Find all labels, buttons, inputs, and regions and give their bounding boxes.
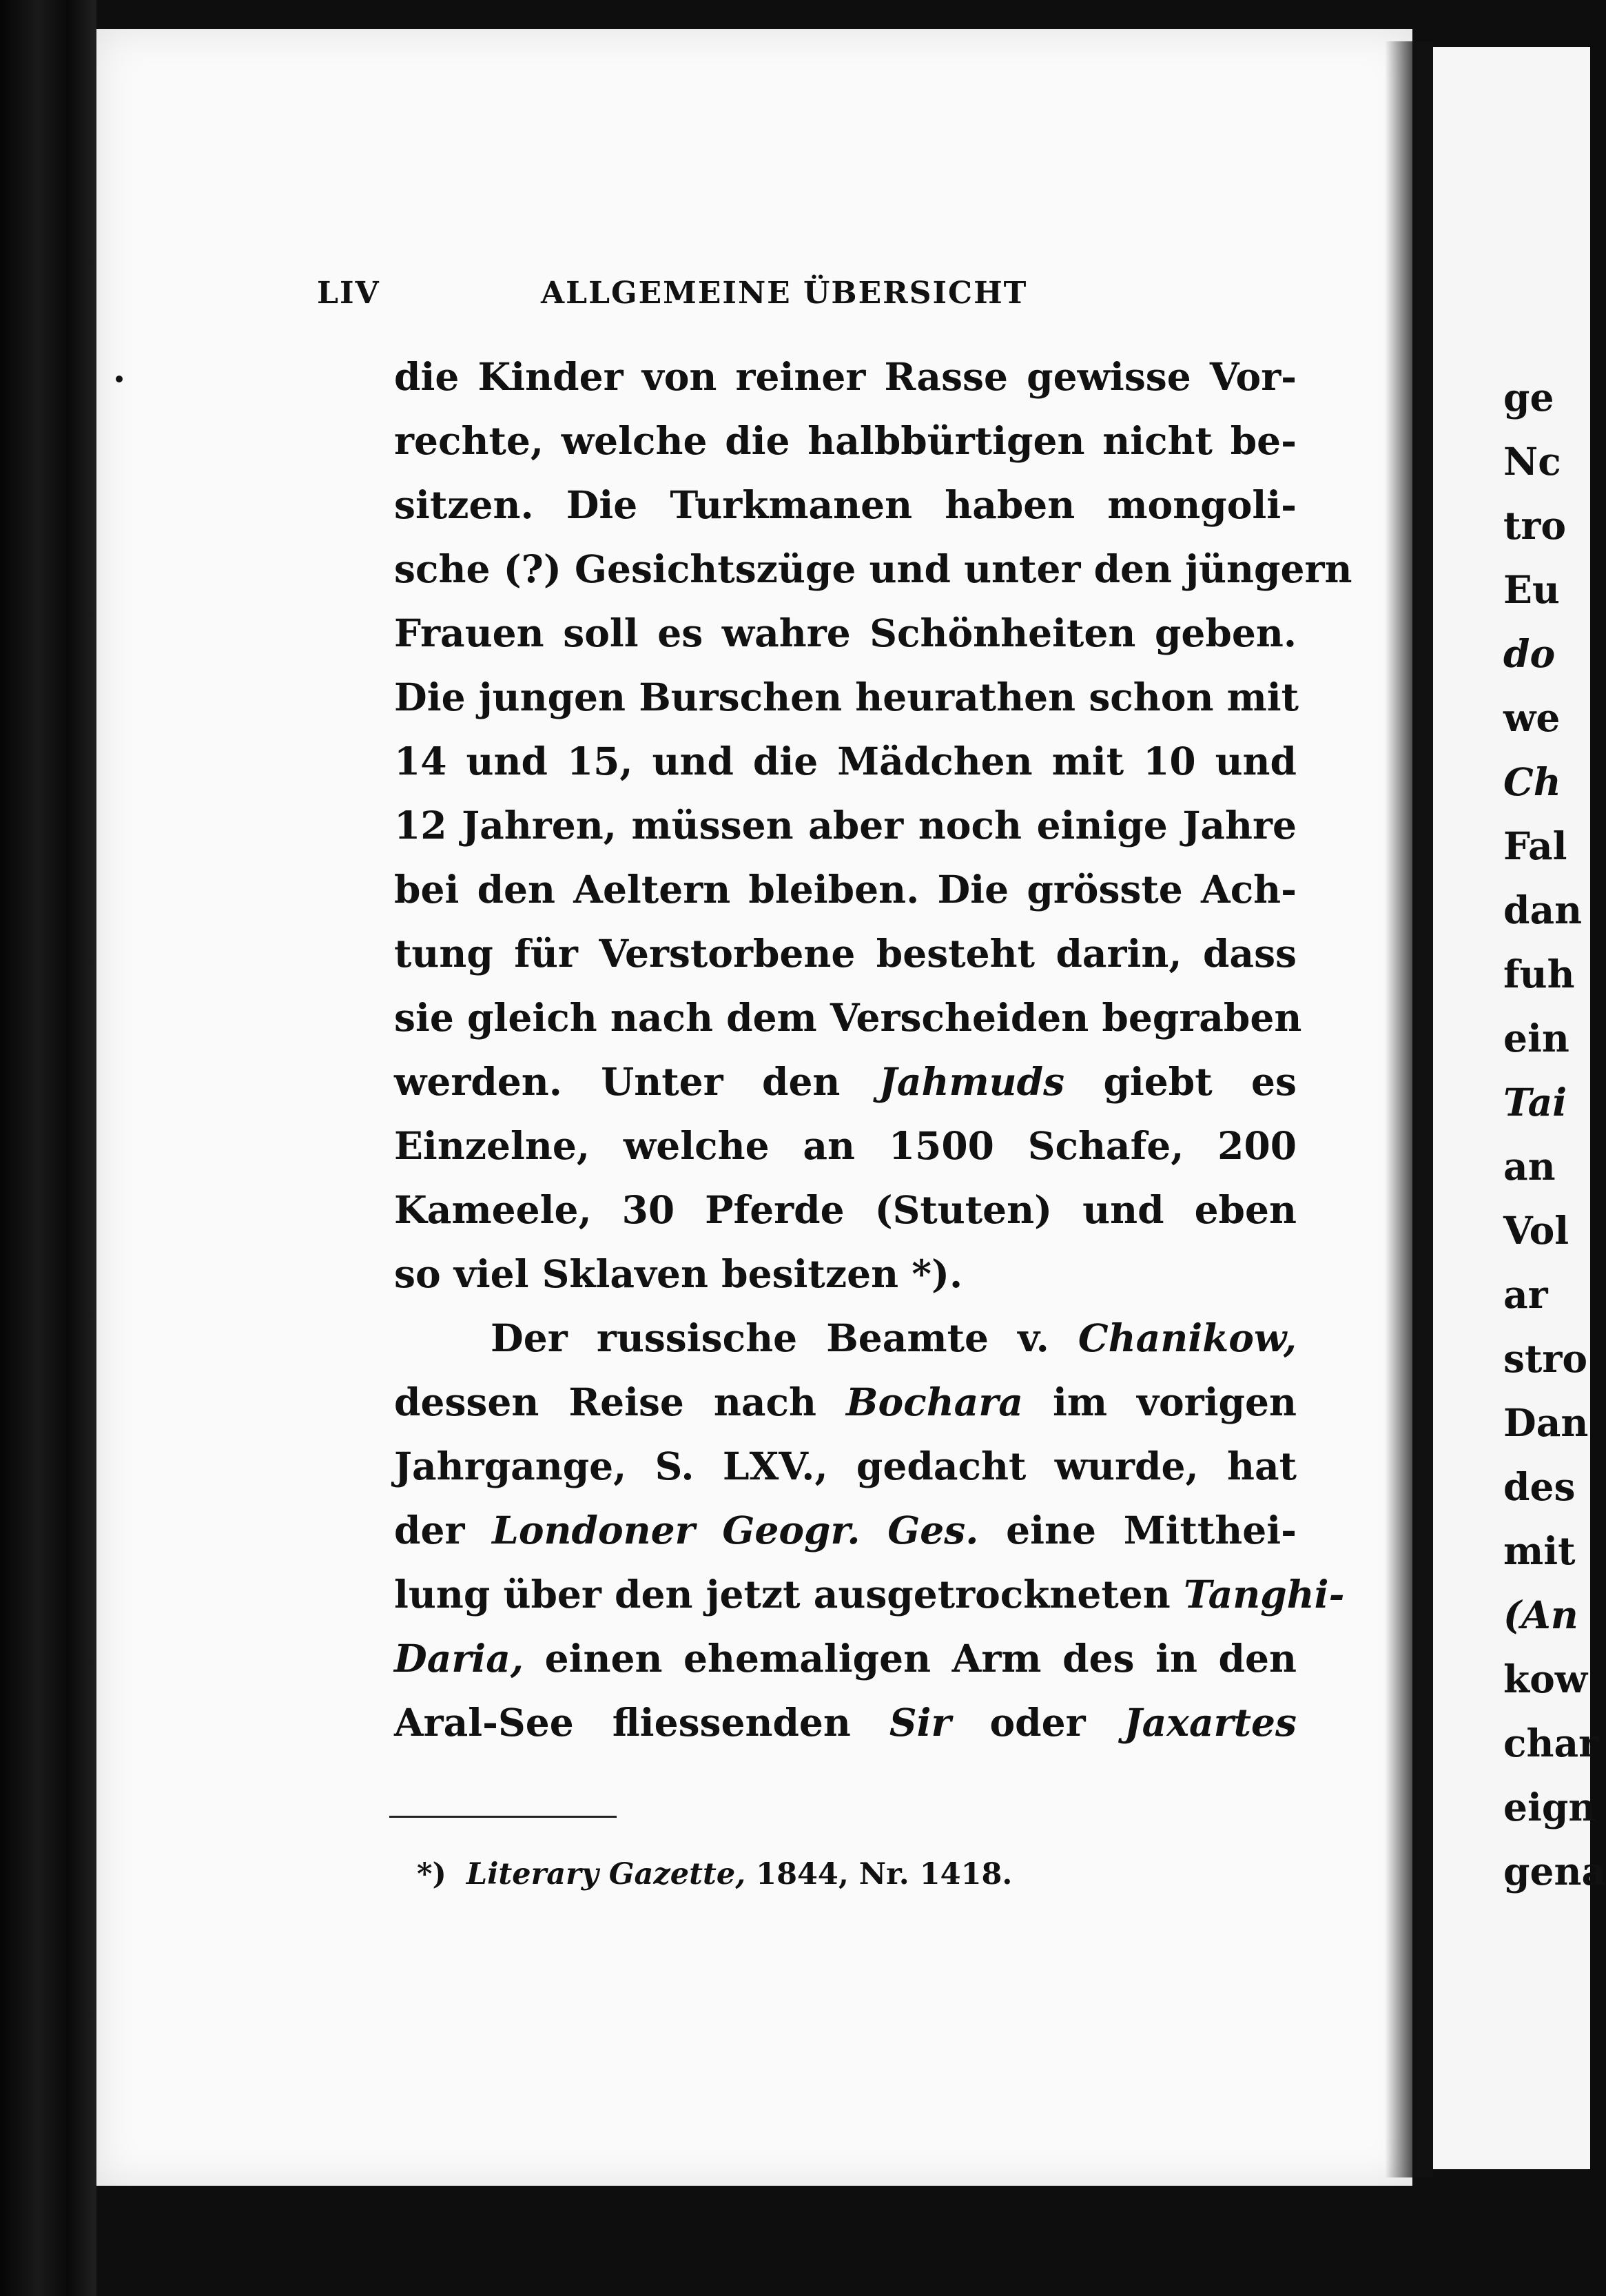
text-line: [394, 1370, 1297, 1434]
body-text: [394, 345, 1352, 1754]
text-segment: Aral-See fliessenden: [394, 1700, 889, 1745]
text-line: [394, 1178, 1297, 1242]
right-page-fragment: Eu: [1503, 567, 1560, 612]
text-segment: Chanikow,: [1078, 1315, 1297, 1360]
footnote-source: Literary Gazette,: [466, 1857, 746, 1892]
right-page-text-fragments: [1503, 365, 1606, 1903]
running-header: [317, 276, 1089, 324]
right-page-fragment: an: [1503, 1144, 1556, 1189]
text-segment: Jahrgange, S. LXV., gedacht wurde, hat: [394, 1444, 1297, 1488]
right-page-fragment: Ch: [1503, 759, 1561, 804]
text-segment: so viel Sklaven besitzen *).: [394, 1251, 963, 1296]
right-page-fragment: ein: [1503, 1016, 1569, 1060]
text-segment: sie gleich nach dem Verscheiden begraben: [394, 995, 1302, 1040]
text-line: [394, 1242, 1297, 1306]
text-segment: 14 und 15, und die Mädchen mit 10 und: [394, 739, 1297, 783]
right-page-fragment: gena: [1503, 1849, 1606, 1894]
text-segment: im vorigen: [1022, 1380, 1297, 1424]
text-segment: Einzelne, welche an 1500 Schafe, 200: [394, 1123, 1297, 1168]
right-page-fragment: des: [1503, 1464, 1576, 1509]
footnote: [417, 1857, 1106, 1892]
right-page-fragment: ge: [1503, 375, 1554, 420]
text-segment: 12 Jahren, müssen aber noch einige Jahre: [394, 803, 1297, 848]
text-segment: werden. Unter den: [394, 1059, 879, 1104]
text-segment: Daria,: [394, 1636, 524, 1681]
text-line: [394, 345, 1297, 409]
right-page-fragment: Nc: [1503, 439, 1561, 484]
text-line: [394, 729, 1297, 793]
text-segment: eine Mitthei-: [978, 1508, 1297, 1552]
text-segment: Die jungen Burschen heurathen schon mit: [394, 675, 1299, 719]
text-line: [394, 1562, 1345, 1626]
text-line: [394, 537, 1352, 601]
text-line: [394, 1626, 1297, 1690]
text-segment: lung über den jetzt ausgetrockneten: [394, 1572, 1184, 1617]
text-line: [394, 1434, 1297, 1498]
right-page-fragment: do: [1503, 631, 1556, 676]
text-segment: sitzen. Die Turkmanen haben mongoli-: [394, 482, 1297, 527]
text-segment: Jahmuds: [878, 1059, 1065, 1104]
right-page-fragment: char: [1503, 1721, 1599, 1765]
page-number: LIV: [317, 276, 380, 311]
text-line: [394, 601, 1297, 665]
right-page-fragment: tro: [1503, 503, 1567, 548]
page-gutter-shadow: [1385, 41, 1433, 2177]
text-segment: oder: [951, 1700, 1124, 1745]
text-line: [394, 1690, 1297, 1754]
text-segment: einen ehemaligen Arm des in den: [524, 1636, 1297, 1681]
text-line: [394, 665, 1297, 729]
text-segment: giebt es: [1064, 1059, 1297, 1104]
footnote-detail: 1844, Nr. 1418.: [756, 1857, 1013, 1892]
text-segment: Der russische Beamte v.: [491, 1315, 1078, 1360]
text-line: [394, 921, 1297, 985]
text-segment: Londoner Geogr. Ges.: [492, 1508, 979, 1552]
text-line: [394, 1306, 1297, 1370]
margin-mark: [116, 376, 123, 382]
text-segment: rechte, welche die halbbürtigen nicht be-: [394, 418, 1297, 463]
right-page-fragment: ar: [1503, 1272, 1548, 1317]
right-page-fragment: (An: [1503, 1592, 1578, 1637]
text-segment: Sir: [889, 1700, 951, 1745]
text-line: [394, 857, 1297, 921]
text-line: [394, 1049, 1297, 1114]
right-page-fragment: fuh: [1503, 952, 1575, 996]
right-page-fragment: stro: [1503, 1336, 1588, 1381]
text-segment: der: [394, 1508, 493, 1552]
text-line: [394, 793, 1297, 857]
text-segment: Bochara: [846, 1380, 1023, 1424]
text-line: [394, 1498, 1297, 1562]
text-segment: Kameele, 30 Pferde (Stuten) und eben: [394, 1187, 1297, 1232]
text-segment: Frauen soll es wahre Schönheiten geben.: [394, 611, 1297, 655]
right-page-fragment: kow: [1503, 1657, 1588, 1701]
footnote-rule: [389, 1816, 617, 1818]
right-page-fragment: Dan: [1503, 1400, 1589, 1445]
text-line: [394, 409, 1297, 473]
text-line: [394, 985, 1302, 1049]
right-page-fragment: we: [1503, 695, 1561, 740]
right-page-fragment: Vol: [1503, 1208, 1569, 1253]
text-line: [394, 473, 1297, 537]
right-page-fragment: Tai: [1503, 1080, 1567, 1125]
text-segment: die Kinder von reiner Rasse gewisse Vor-: [394, 354, 1297, 399]
right-page: [1433, 47, 1606, 2169]
book-binding-edge: [0, 0, 96, 2296]
text-segment: bei den Aeltern bleiben. Die grösste Ach-: [394, 867, 1297, 912]
text-segment: dessen Reise nach: [394, 1380, 847, 1424]
text-segment: sche (?) Gesichtszüge und unter den jüngern: [394, 546, 1352, 591]
text-line: [394, 1114, 1297, 1178]
text-segment: Tanghi-: [1183, 1572, 1345, 1617]
right-page-fragment: dan: [1503, 888, 1583, 932]
footnote-marker: *): [417, 1857, 446, 1892]
right-page-fragment: mit: [1503, 1528, 1576, 1573]
header-title: ALLGEMEINE ÜBERSICHT: [541, 276, 1028, 311]
right-page-fragment: Fal: [1503, 823, 1567, 868]
text-segment: tung für Verstorbene besteht darin, dass: [394, 931, 1297, 976]
right-page-fragment: eign: [1503, 1785, 1596, 1829]
text-segment: Jaxartes: [1124, 1700, 1297, 1745]
